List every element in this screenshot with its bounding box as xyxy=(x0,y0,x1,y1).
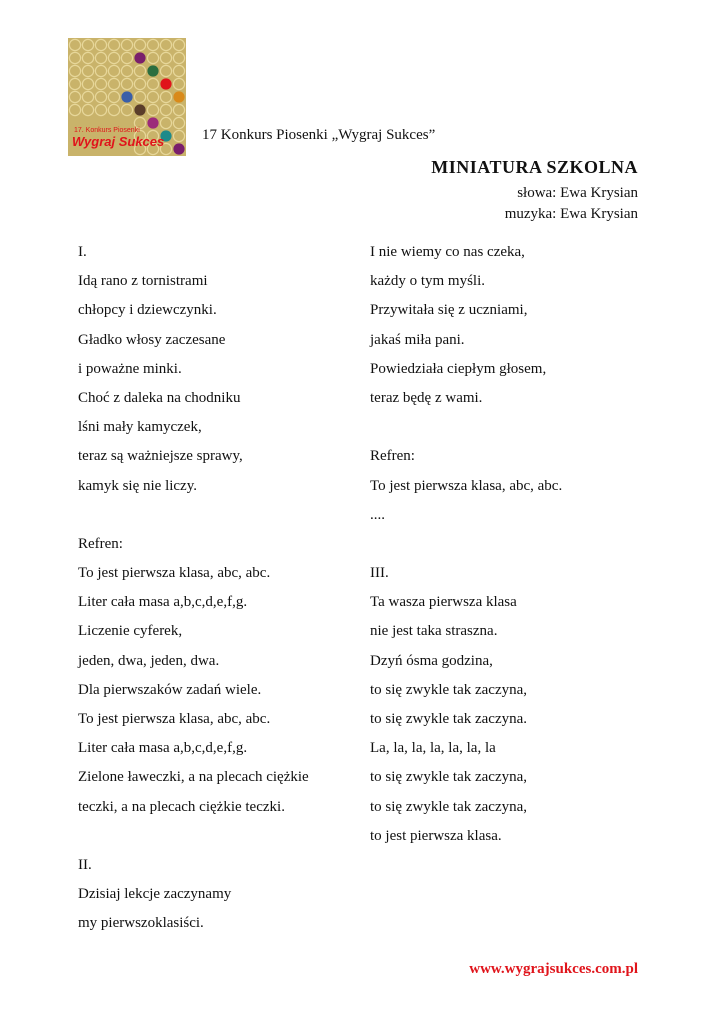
lyric-line: Ta wasza pierwsza klasa xyxy=(370,594,517,611)
lyric-line xyxy=(78,501,348,530)
lyric-line: Dzyń ósma godzina, xyxy=(370,652,493,669)
logo-circle xyxy=(121,65,132,76)
lyric-line: Liczenie cyferek, xyxy=(78,623,183,640)
lyric-line: To jest pierwsza klasa, abc, abc. xyxy=(78,565,271,582)
logo-circle xyxy=(69,39,80,50)
lyric-line: I. xyxy=(78,244,87,260)
logo-circle xyxy=(147,117,158,128)
lyric-line: Gładko włosy zaczesane xyxy=(78,331,226,348)
lyric-line: Dzisiaj lekcje zaczynamy xyxy=(78,886,232,903)
lyric-line: lśni mały kamyczek, xyxy=(78,419,202,436)
logo-circle xyxy=(173,143,184,154)
logo-circle xyxy=(69,91,80,102)
lyrics-credit: słowa: Ewa Krysian xyxy=(517,185,638,201)
logo-circle xyxy=(160,91,171,102)
logo-circle xyxy=(69,104,80,115)
lyric-line xyxy=(78,822,348,851)
logo-circle xyxy=(134,78,145,89)
lyric-line: Zielone ławeczki, a na plecach ciężkie xyxy=(78,769,309,786)
logo-circle xyxy=(82,91,93,102)
lyric-line: to się zwykle tak zaczyna, xyxy=(370,681,528,698)
lyric-line: to się zwykle tak zaczyna, xyxy=(370,769,528,786)
logo-circle xyxy=(82,39,93,50)
logo-circle xyxy=(108,104,119,115)
logo-circle xyxy=(160,78,171,89)
logo-circle xyxy=(160,65,171,76)
lyric-line: każdy o tym myśli. xyxy=(370,273,485,290)
lyric-line: Refren: xyxy=(370,448,415,465)
lyric-line xyxy=(370,413,640,442)
logo-circle xyxy=(95,91,106,102)
lyric-line: Liter cała masa a,b,c,d,e,f,g. xyxy=(78,594,248,611)
lyric-line: III. xyxy=(370,565,389,582)
logo-circle xyxy=(95,39,106,50)
contest-title: 17 Konkurs Piosenki „Wygraj Sukces” xyxy=(202,127,436,143)
logo-circle xyxy=(173,117,184,128)
lyrics-left-column xyxy=(78,238,348,939)
lyric-line: Choć z daleka na chodniku xyxy=(78,389,241,406)
logo-circle xyxy=(134,91,145,102)
logo-circle xyxy=(147,65,158,76)
lyric-line: teraz będę z wami. xyxy=(370,389,483,406)
lyric-line: jakaś miła pani. xyxy=(370,331,465,348)
lyric-line: to się zwykle tak zaczyna, xyxy=(370,798,528,815)
logo-circle xyxy=(82,65,93,76)
logo-circle xyxy=(82,52,93,63)
logo-circle xyxy=(160,117,171,128)
logo-circle xyxy=(121,78,132,89)
logo-circle xyxy=(121,39,132,50)
lyric-line: jeden, dwa, jeden, dwa. xyxy=(78,652,220,669)
logo-circle xyxy=(134,65,145,76)
logo-circle xyxy=(95,52,106,63)
lyric-line: chłopcy i dziewczynki. xyxy=(78,302,217,319)
lyric-line: .... xyxy=(370,506,385,523)
logo-circle xyxy=(69,52,80,63)
website-link[interactable]: www.wygrajsukces.com.pl xyxy=(469,961,638,977)
logo-circle xyxy=(160,52,171,63)
logo-circle xyxy=(147,52,158,63)
logo-circle xyxy=(69,78,80,89)
lyric-line: To jest pierwsza klasa, abc, abc. xyxy=(78,711,271,727)
logo-circle xyxy=(160,104,171,115)
lyrics-right-column xyxy=(370,238,640,851)
lyric-line: Przywitała się z uczniami, xyxy=(370,302,528,319)
logo-circle xyxy=(95,104,106,115)
logo-circle xyxy=(173,78,184,89)
logo-circle xyxy=(147,78,158,89)
logo-circle xyxy=(108,52,119,63)
logo-circle xyxy=(121,104,132,115)
logo-circle xyxy=(173,65,184,76)
lyric-line: teraz są ważniejsze sprawy, xyxy=(78,448,243,465)
logo-circle xyxy=(147,91,158,102)
lyric-line: kamyk się nie liczy. xyxy=(78,477,197,494)
logo-circle xyxy=(134,39,145,50)
lyric-line: to jest pierwsza klasa. xyxy=(370,827,502,844)
lyric-line: II. xyxy=(78,856,92,873)
logo-circle xyxy=(121,52,132,63)
lyric-line: I nie wiemy co nas czeka, xyxy=(370,244,525,260)
lyric-line: To jest pierwsza klasa, abc, abc. xyxy=(370,477,563,494)
lyric-line: Liter cała masa a,b,c,d,e,f,g. xyxy=(78,740,248,757)
logo-circle xyxy=(121,91,132,102)
contest-logo xyxy=(68,38,186,156)
logo-text-top: 17. Konkurs Piosenki xyxy=(74,127,140,134)
lyric-line: Idą rano z tornistrami xyxy=(78,273,208,290)
logo-circle xyxy=(95,65,106,76)
lyric-line: La, la, la, la, la, la, la xyxy=(370,740,496,757)
logo-text-main: Wygraj Sukces xyxy=(72,134,165,149)
lyric-line xyxy=(370,530,640,559)
logo-circle xyxy=(82,104,93,115)
music-credit: muzyka: Ewa Krysian xyxy=(504,206,638,222)
lyric-line: Powiedziała ciepłym głosem, xyxy=(370,360,547,377)
logo-circle xyxy=(173,39,184,50)
lyric-line: my pierwszoklasiści. xyxy=(78,915,204,932)
logo-circle xyxy=(108,39,119,50)
logo-circle xyxy=(134,104,145,115)
logo-circle xyxy=(173,52,184,63)
logo-circle xyxy=(173,130,184,141)
lyric-line: i poważne minki. xyxy=(78,360,182,377)
song-title: MINIATURA SZKOLNA xyxy=(431,157,638,177)
logo-circle xyxy=(95,78,106,89)
logo-circle xyxy=(108,91,119,102)
logo-circle xyxy=(69,65,80,76)
logo-circle xyxy=(147,104,158,115)
logo-circle xyxy=(134,52,145,63)
lyric-line: teczki, a na plecach ciężkie teczki. xyxy=(78,798,285,815)
logo-circle xyxy=(108,65,119,76)
logo-graphic xyxy=(68,38,186,156)
logo-circle xyxy=(82,78,93,89)
logo-circle xyxy=(173,104,184,115)
lyric-line: to się zwykle tak zaczyna. xyxy=(370,711,528,727)
lyric-line: Refren: xyxy=(78,535,123,552)
logo-circle xyxy=(147,39,158,50)
lyric-line: nie jest taka straszna. xyxy=(370,623,498,640)
logo-circle xyxy=(160,39,171,50)
lyric-line: Dla pierwszaków zadań wiele. xyxy=(78,681,262,698)
logo-circle xyxy=(108,78,119,89)
logo-circle xyxy=(173,91,184,102)
